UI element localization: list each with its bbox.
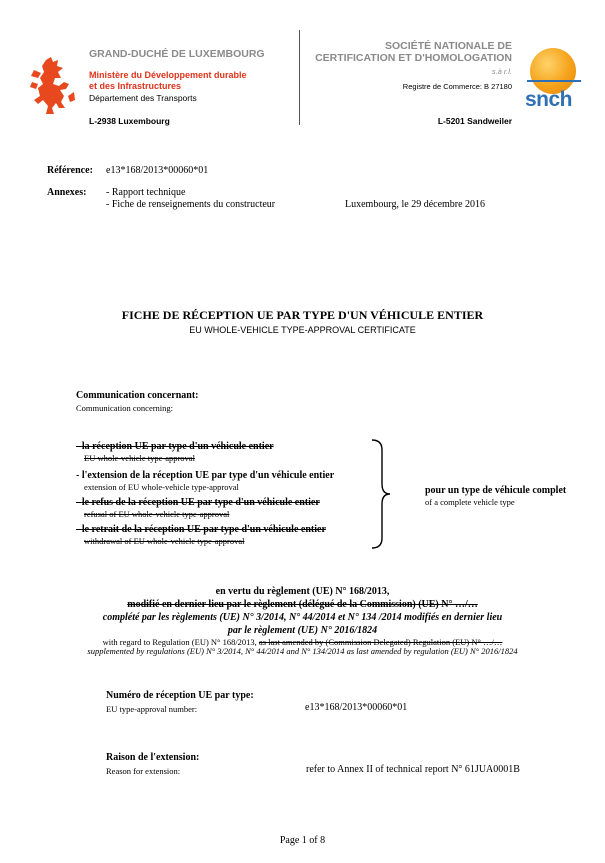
regulation-line-1: en vertu du règlement (UE) N° 168/2013, bbox=[215, 586, 390, 597]
department-name: Département des Transports bbox=[89, 93, 197, 103]
regulation-line-3: complété par les règlements (UE) N° 3/2014, N° 44/2014 et N° 134 /2014 modifiés en dernier lieu bbox=[102, 612, 503, 623]
page-number: Page 1 of 8 bbox=[279, 835, 326, 846]
ministry-line-1: Ministère du Développement durable bbox=[89, 70, 247, 80]
communication-label: Communication concernant: bbox=[76, 390, 199, 401]
option-en: refusal of EU whole-vehicle type-approval bbox=[84, 509, 230, 519]
extension-reason-label-en: Reason for extension: bbox=[106, 766, 181, 776]
snch-logo bbox=[523, 42, 585, 122]
ministry-line-2: et des Infrastructures bbox=[89, 81, 182, 91]
registry-number: Registre de Commerce: B 27180 bbox=[402, 82, 512, 91]
country-name: GRAND-DUCHÉ DE LUXEMBOURG bbox=[89, 48, 265, 60]
approval-number-value: e13*168/2013*00060*01 bbox=[305, 702, 408, 713]
option-refusal bbox=[76, 497, 320, 519]
extension-reason-value: refer to Annex II of technical report N° 61JUA0001B bbox=[306, 764, 520, 775]
approval-number-label: Numéro de réception UE par type: bbox=[106, 690, 254, 701]
annex-item: - Fiche de renseignements du constructeur bbox=[106, 199, 276, 210]
legal-form: s.à r.l. bbox=[491, 67, 512, 76]
option-en: EU whole-vehicle type-approval bbox=[84, 453, 195, 463]
vehicle-scope-en: of a complete vehicle type bbox=[425, 497, 515, 507]
snch-logo-text: snch bbox=[525, 88, 573, 111]
right-address: L-5201 Sandweiler bbox=[437, 116, 512, 126]
approval-number-label-en: EU type-approval number: bbox=[106, 704, 198, 714]
option-fr: - le retrait de la réception UE par type d'un véhicule entier bbox=[76, 524, 326, 535]
org-name-line-2: CERTIFICATION ET D'HOMOLOGATION bbox=[315, 52, 512, 64]
extension-reason-label: Raison de l'extension: bbox=[106, 752, 200, 763]
option-fr: - l'extension de la réception UE par type d'un véhicule entier bbox=[76, 470, 335, 481]
certificate-title: FICHE DE RÉCEPTION UE PAR TYPE D'UN VÉHICULE ENTIER bbox=[121, 308, 484, 322]
option-reception bbox=[76, 441, 274, 463]
annex-item: - Rapport technique bbox=[106, 187, 186, 198]
communication-label-en: Communication concerning: bbox=[76, 403, 174, 413]
regulation-en-2: supplemented by regulations (EU) N° 3/2014, N° 44/2014 and N° 134/2014 as last amended by regulation (EU) N° 2016/1824 bbox=[87, 646, 518, 656]
annexes-label: Annexes: bbox=[47, 187, 87, 198]
left-address: L-2938 Luxembourg bbox=[89, 116, 170, 126]
regulation-line-2: modifié en dernier lieu par le règlement (délégué de la Commission) (UE) N° …/… bbox=[127, 599, 478, 610]
regulation-line-4: par le règlement (UE) N° 2016/1824 bbox=[227, 625, 378, 636]
snch-logo-line bbox=[527, 80, 581, 82]
option-withdrawal bbox=[76, 524, 326, 546]
option-fr: - la réception UE par type d'un véhicule entier bbox=[76, 441, 274, 452]
certificate-subtitle: EU WHOLE-VEHICLE TYPE-APPROVAL CERTIFICATE bbox=[189, 325, 416, 335]
option-en: extension of EU whole-vehicle type-approval bbox=[84, 482, 239, 492]
reference-value: e13*168/2013*00060*01 bbox=[106, 165, 209, 176]
curly-brace bbox=[368, 438, 392, 550]
regulation-en-1: with regard to Regulation (EU) N° 168/2013, as last amended by (Commission Delegated) Regulation (EU) N° …/… bbox=[102, 637, 503, 647]
option-extension bbox=[76, 470, 334, 492]
option-en: withdrawal of EU whole-vehicle type-approval bbox=[84, 536, 245, 546]
org-name bbox=[300, 40, 512, 64]
org-name-line-1: SOCIÉTÉ NATIONALE DE bbox=[385, 40, 512, 52]
document-date: Luxembourg, le 29 décembre 2016 bbox=[345, 199, 486, 210]
vehicle-scope: pour un type de véhicule complet bbox=[425, 485, 567, 496]
reference-label: Référence: bbox=[47, 165, 93, 176]
option-fr: - le refus de la réception UE par type d'un véhicule entier bbox=[76, 497, 320, 508]
lion-emblem-icon bbox=[28, 56, 76, 116]
